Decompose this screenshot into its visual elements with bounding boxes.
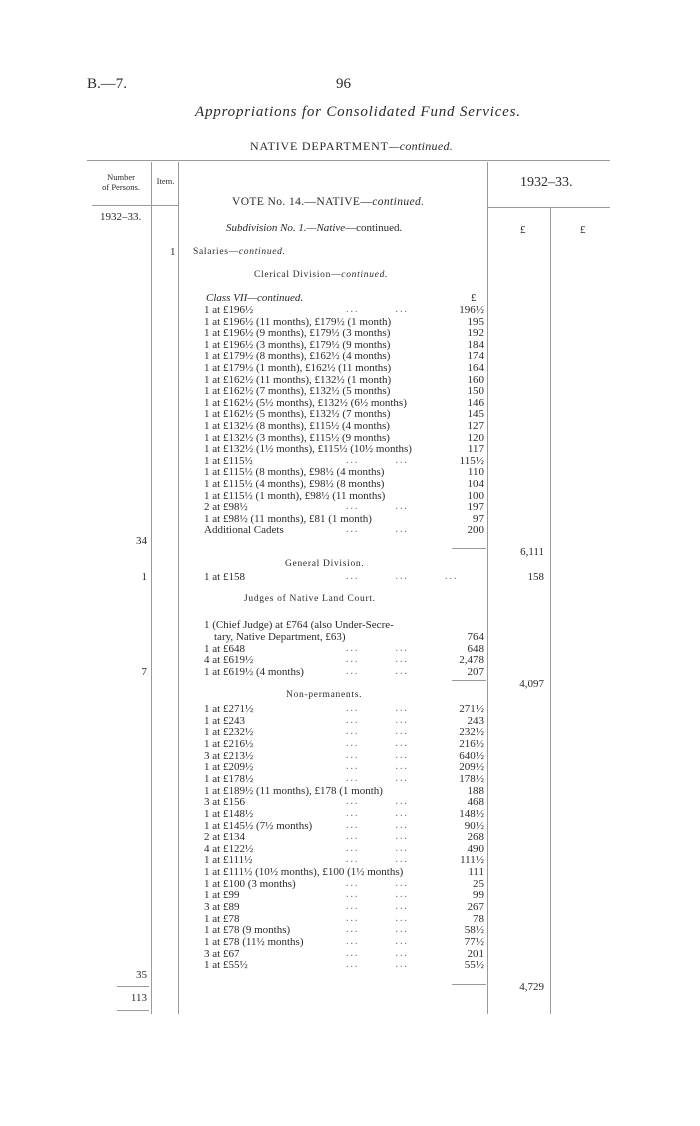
clerical-row-dots: ... ... <box>346 524 409 536</box>
judges-row-amount: 207 <box>467 666 484 679</box>
nonperm-row-dots: ... ... <box>346 703 409 714</box>
nonperm-row-dots: ... ... <box>346 726 409 738</box>
judges-total: 4,097 <box>519 678 544 690</box>
nonperm-row-text: 1 at £111½ (10½ months), £100 (1½ months) <box>204 866 404 879</box>
nonperm-row-dots: ... ... <box>346 831 409 843</box>
judges-row-text: 1 at £619½ (4 months) <box>204 666 304 679</box>
clerical-row-dots: ... ... <box>346 501 409 513</box>
clerical-row-text: 1 at £196½ (11 months), £179½ (1 month) <box>204 315 392 328</box>
clerical-row-amount: 200 <box>467 524 484 537</box>
header-rule-left <box>92 205 178 206</box>
clerical-row-amount: 184 <box>467 338 484 351</box>
nonperm-row-amount: 77½ <box>464 936 484 948</box>
nonperm-row-text: 1 at £55½ <box>204 959 248 972</box>
nonperm-total: 4,729 <box>519 981 544 993</box>
nonperm-row-text: 1 at £78 (11½ months) <box>204 936 304 948</box>
year-header-right: 1932–33. <box>520 175 573 190</box>
nonperm-row-text: 1 at £271½ <box>204 703 254 715</box>
clerical-row-amount: 115½ <box>459 454 484 467</box>
clerical-row-text: 1 at £196½ (3 months), £179½ (9 months) <box>204 338 391 351</box>
nonperm-row-text: 1 at £209½ <box>204 761 254 774</box>
judges-heading: Judges of Native Land Court. <box>244 594 376 604</box>
clerical-row-amount: 117 <box>467 443 484 456</box>
clerical-row-text: 1 at £115½ (4 months), £98½ (8 months) <box>204 478 385 490</box>
nonperm-row-text: 1 at £148½ <box>204 807 254 820</box>
clerical-row-text: 1 at £115½ (1 month), £98½ (11 months) <box>204 489 386 502</box>
nonperm-row-text: 1 at £100 (3 months) <box>204 877 296 890</box>
nonperm-row-dots: ... ... <box>346 889 409 901</box>
nonperm-row-amount: 78 <box>473 912 484 925</box>
nonpermanents-heading: Non-permanents. <box>286 690 363 700</box>
year-header-left: 1932–33. <box>100 211 142 223</box>
clerical-row-text: 1 at £115½ (8 months), £98½ (4 months) <box>204 466 385 479</box>
judges-row1-line1: 1 (Chief Judge) at £764 (also Under-Secre- <box>204 619 394 631</box>
clerical-row-dots: ... ... <box>346 454 409 466</box>
nonperm-row-amount: 201 <box>467 947 484 960</box>
clerical-row-text: 1 at £162½ (5½ months), £132½ (6½ months) <box>204 396 407 409</box>
nonperm-row-text: 3 at £67 <box>204 947 240 960</box>
clerical-row-amount: 146 <box>467 396 484 409</box>
nonperm-row-dots: ... ... <box>346 842 409 854</box>
nonperm-row-text: 1 at £78 <box>204 912 240 925</box>
nonperm-row-dots: ... ... <box>346 796 409 808</box>
nonperm-row-amount: 216½ <box>459 737 484 750</box>
judges-row-dots: ... ... <box>346 642 409 654</box>
nonperm-row-amount: 267 <box>467 901 484 914</box>
clerical-row-text: Additional Cadets <box>204 524 284 537</box>
clerical-row-text: 1 at £115½ <box>204 454 253 467</box>
nonperm-row-dots: ... ... <box>346 936 409 947</box>
col-divider-persons <box>151 162 152 1014</box>
clerical-row-amount: 100 <box>467 489 484 502</box>
vote-title-main: VOTE No. 14.—NATIVE— <box>232 196 373 208</box>
nonperm-row-dots: ... ... <box>346 737 409 749</box>
nonperm-row-text: 1 at £216½ <box>204 737 254 750</box>
clerical-row-text: 1 at £179½ (1 month), £162½ (11 months) <box>204 362 392 374</box>
clerical-row-amount: 192 <box>467 327 484 340</box>
clerical-row-amount: 196½ <box>459 304 484 316</box>
persons-column-header <box>92 172 150 192</box>
clerical-row-text: 1 at £162½ (7 months), £132½ (5 months) <box>204 385 391 398</box>
clerical-row-amount: 110 <box>467 466 484 479</box>
nonperm-row-amount: 468 <box>467 796 484 809</box>
salaries-heading <box>193 247 286 257</box>
nonperm-row-amount: 90½ <box>464 819 484 832</box>
general-division-heading: General Division. <box>285 559 365 569</box>
nonperm-row-amount: 111½ <box>460 854 484 867</box>
department-continued: —continued. <box>388 139 454 153</box>
nonperm-row-text: 1 at £189½ (11 months), £178 (1 month) <box>204 784 383 797</box>
general-persons: 1 <box>141 571 147 583</box>
department-heading <box>250 139 453 154</box>
clerical-row-amount: 160 <box>467 373 484 386</box>
clerical-row-text: 1 at £162½ (11 months), £132½ (1 month) <box>204 373 392 386</box>
department-name: NATIVE DEPARTMENT <box>250 139 389 153</box>
salaries-continued: continued. <box>238 247 286 257</box>
clerical-row-text: 1 at £132½ (1½ months), £115½ (10½ months) <box>204 443 412 456</box>
nonperm-row-amount: 55½ <box>464 959 484 972</box>
clerical-row-amount: 174 <box>467 350 484 363</box>
page-number: 96 <box>336 76 351 92</box>
nonperm-row-text: 1 at £178½ <box>204 772 254 785</box>
nonperm-row-text: 2 at £134 <box>204 831 245 844</box>
nonperm-row-dots: ... ... <box>346 772 409 784</box>
clerical-division-label: Clerical Division— <box>254 270 342 280</box>
judges-row-amount: 764 <box>467 631 484 643</box>
nonperm-row-text: 1 at £232½ <box>204 726 254 739</box>
persons-total-rule-top <box>117 986 149 987</box>
subdivision-heading <box>226 222 402 234</box>
nonperm-row-amount: 111 <box>468 866 484 879</box>
col-divider-money <box>550 208 551 1014</box>
vote-title <box>232 196 424 208</box>
clerical-row-amount: 120 <box>467 431 484 444</box>
clerical-subtotal-rule <box>452 548 486 549</box>
nonperm-row-amount: 148½ <box>459 807 484 820</box>
clerical-row-text: 2 at £98½ <box>204 501 248 514</box>
clerical-row-amount: 104 <box>467 478 484 490</box>
class-label: Class VII—continued. <box>206 292 304 304</box>
nonperm-row-amount: 232½ <box>459 726 484 739</box>
clerical-row-amount: 197 <box>467 501 484 514</box>
nonperm-row-text: 4 at £122½ <box>204 842 254 855</box>
item-column-header: Item. <box>156 176 175 186</box>
nonperm-row-amount: 188 <box>467 784 484 797</box>
nonperm-row-dots: ... ... <box>346 819 409 831</box>
clerical-row-text: 1 at £132½ (8 months), £115½ (4 months) <box>204 420 390 432</box>
col-divider-item <box>178 162 179 1014</box>
nonperm-row-text: 3 at £89 <box>204 901 240 914</box>
clerical-total: 6,111 <box>520 546 544 558</box>
judges-persons: 7 <box>141 666 147 678</box>
nonperm-row-amount: 99 <box>473 889 484 902</box>
clerical-row-amount: 97 <box>473 512 484 525</box>
clerical-division-continued: continued. <box>341 270 389 280</box>
subdivision-title: Subdivision No. 1.—Native <box>226 222 346 234</box>
general-row-dots: ... ... ... <box>346 571 459 582</box>
nonperm-row-amount: 640½ <box>459 749 484 762</box>
persons-label-2: of Persons. <box>102 182 140 192</box>
salaries-label: Salaries— <box>193 247 239 257</box>
persons-label-1: Number <box>107 172 135 182</box>
clerical-row-amount: 127 <box>467 420 484 432</box>
clerical-currency-symbol: £ <box>471 292 477 304</box>
clerical-row-amount: 145 <box>467 408 484 421</box>
clerical-row-text: 1 at £132½ (3 months), £115½ (9 months) <box>204 431 390 444</box>
nonperm-row-text: 1 at £111½ <box>204 854 253 867</box>
judges-row-dots: ... ... <box>346 654 409 666</box>
nonperm-row-dots: ... ... <box>346 877 409 889</box>
clerical-row-text: 1 at £179½ (8 months), £162½ (4 months) <box>204 350 391 363</box>
clerical-persons: 34 <box>136 535 147 547</box>
nonperm-row-amount: 271½ <box>459 703 484 715</box>
document-code: B.—7. <box>87 76 128 92</box>
nonperm-row-text: 1 at £145½ (7½ months) <box>204 819 313 832</box>
general-total: 158 <box>527 571 544 583</box>
nonperm-row-amount: 58½ <box>464 924 484 937</box>
nonperm-row-text: 3 at £213½ <box>204 749 254 762</box>
nonperm-row-dots: ... ... <box>346 854 409 866</box>
clerical-row-text: 1 at £162½ (5 months), £132½ (7 months) <box>204 408 391 421</box>
judges-row-text: 4 at £619½ <box>204 654 254 667</box>
vote-title-continued: continued. <box>372 196 425 208</box>
judges-row-text: 1 at £648 <box>204 642 245 655</box>
judges-row-amount: 648 <box>467 642 484 655</box>
clerical-row-text: 1 at £196½ <box>204 304 254 316</box>
nonperm-row-dots: ... ... <box>346 959 409 971</box>
persons-grand-total: 113 <box>130 992 147 1004</box>
clerical-row-text: 1 at £196½ (9 months), £179½ (3 months) <box>204 327 391 340</box>
clerical-row-amount: 150 <box>467 385 484 398</box>
clerical-row-amount: 164 <box>467 362 484 374</box>
nonperm-row-amount: 178½ <box>459 772 484 785</box>
nonperm-row-amount: 490 <box>467 842 484 855</box>
nonperm-row-text: 1 at £78 (9 months) <box>204 924 291 937</box>
nonperm-row-amount: 25 <box>473 877 484 890</box>
item-number: 1 <box>170 246 176 258</box>
subdivision-continued: —continued. <box>345 222 403 234</box>
nonperm-row-dots: ... ... <box>346 749 409 761</box>
currency-symbol-1: £ <box>520 224 526 236</box>
nonperm-row-dots: ... ... <box>346 947 409 959</box>
general-row-text: 1 at £158 <box>204 571 245 583</box>
clerical-row-amount: 195 <box>467 315 484 328</box>
nonperm-row-amount: 209½ <box>459 761 484 774</box>
nonperm-row-dots: ... ... <box>346 912 409 924</box>
nonperm-row-dots: ... ... <box>346 807 409 819</box>
nonperm-row-text: 1 at £99 <box>204 889 240 902</box>
nonperm-persons: 35 <box>136 969 147 981</box>
nonperm-row-amount: 243 <box>467 714 484 727</box>
judges-subtotal-rule <box>452 680 486 681</box>
judges-row-dots: ... ... <box>346 666 409 678</box>
nonperm-row-amount: 268 <box>467 831 484 844</box>
table-top-rule <box>87 160 610 161</box>
persons-total-rule-bottom <box>117 1010 149 1011</box>
clerical-division-heading <box>254 270 388 280</box>
currency-symbol-2: £ <box>580 224 586 236</box>
nonperm-row-text: 1 at £243 <box>204 714 245 727</box>
nonperm-row-dots: ... ... <box>346 761 409 773</box>
clerical-row-text: 1 at £98½ (11 months), £81 (1 month) <box>204 512 372 525</box>
judges-row-amount: 2,478 <box>459 654 484 667</box>
nonperm-row-text: 3 at £156 <box>204 796 245 809</box>
nonperm-row-dots: ... ... <box>346 924 409 936</box>
clerical-row-dots: ... ... <box>346 304 409 315</box>
header-rule-right <box>488 207 610 208</box>
nonperm-row-dots: ... ... <box>346 901 409 913</box>
page-title: Appropriations for Consolidated Fund Services. <box>195 104 521 120</box>
nonperm-subtotal-rule <box>452 984 486 985</box>
col-divider-right <box>487 162 488 1014</box>
nonperm-row-dots: ... ... <box>346 714 409 726</box>
judges-row1-line2: tary, Native Department, £63) <box>214 631 346 643</box>
